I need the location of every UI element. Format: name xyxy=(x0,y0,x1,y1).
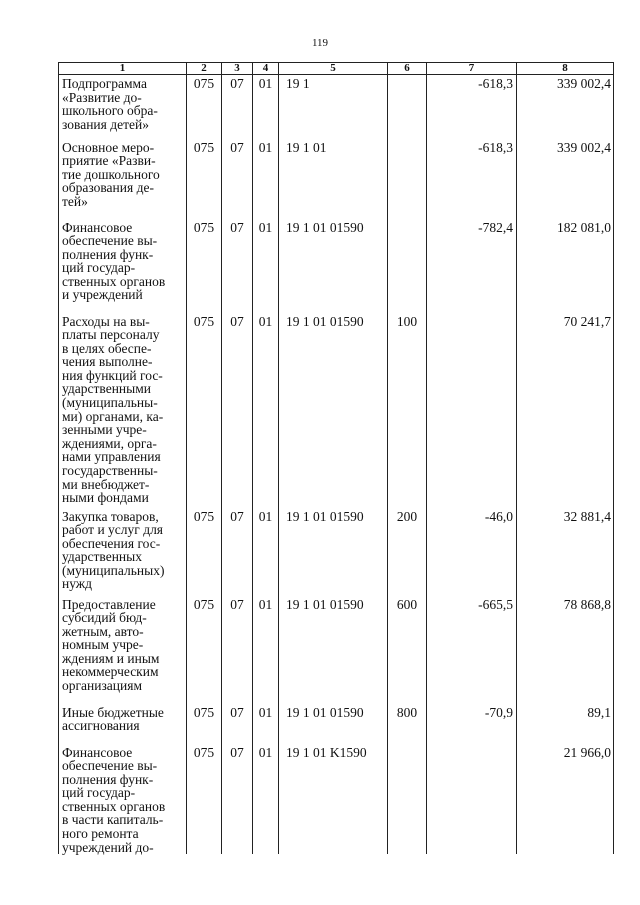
change-amount-cell: -46,0 xyxy=(427,508,517,596)
row-name-line: ждениями, орга- xyxy=(62,435,157,451)
row-name-cell xyxy=(59,75,187,139)
row-name-line: в части капиталь- xyxy=(62,812,164,828)
ministry-code-cell: 075 xyxy=(187,75,222,139)
ministry-code-cell: 075 xyxy=(187,704,222,744)
row-name-line: нужд xyxy=(62,576,92,592)
target-article-cell: 19 1 01 K1590 xyxy=(279,744,388,855)
row-name-line: тей» xyxy=(62,193,88,209)
ministry-code-cell: 075 xyxy=(187,508,222,596)
table-row xyxy=(59,313,614,508)
total-amount-cell: 32 881,4 xyxy=(517,508,614,596)
change-amount-cell: -665,5 xyxy=(427,596,517,704)
table-row xyxy=(59,508,614,596)
ministry-code-cell: 075 xyxy=(187,219,222,313)
subsection-cell: 01 xyxy=(253,704,279,744)
row-name-line: Предоставление xyxy=(62,596,156,612)
expense-type-cell xyxy=(388,219,427,313)
column-header: 8 xyxy=(517,63,614,75)
row-name-line: зенными учре- xyxy=(62,422,147,438)
expense-type-cell xyxy=(388,75,427,139)
row-name-line: ственных органов xyxy=(62,273,166,289)
total-amount-cell: 70 241,7 xyxy=(517,313,614,508)
row-name-line: номным учре- xyxy=(62,637,144,653)
subsection-cell: 01 xyxy=(253,313,279,508)
row-name-line: ударственными xyxy=(62,381,151,397)
row-name-line: ственных органов xyxy=(62,798,166,814)
section-cell: 07 xyxy=(222,508,253,596)
row-name-cell xyxy=(59,313,187,508)
total-amount-cell: 339 002,4 xyxy=(517,139,614,219)
target-article-cell: 19 1 01 01590 xyxy=(279,704,388,744)
table-row xyxy=(59,75,614,139)
row-name-line: и учреждений xyxy=(62,287,143,303)
section-cell: 07 xyxy=(222,75,253,139)
ministry-code-cell: 075 xyxy=(187,744,222,855)
column-header: 4 xyxy=(253,63,279,75)
row-name-line: Основное меро- xyxy=(62,139,155,155)
section-cell: 07 xyxy=(222,139,253,219)
row-name-line: тие дошкольного xyxy=(62,166,160,182)
row-name-line: организациям xyxy=(62,678,143,694)
expense-type-cell: 200 xyxy=(388,508,427,596)
row-name-line: ций государ- xyxy=(62,785,136,801)
row-name-line: полнения функ- xyxy=(62,246,154,262)
total-amount-cell: 182 081,0 xyxy=(517,219,614,313)
row-name-line: Расходы на вы- xyxy=(62,313,150,329)
change-amount-cell: -618,3 xyxy=(427,139,517,219)
row-name-line: жетным, авто- xyxy=(62,623,144,639)
section-cell: 07 xyxy=(222,596,253,704)
row-name-line: (муниципальны- xyxy=(62,395,158,411)
target-article-cell: 19 1 xyxy=(279,75,388,139)
row-name-line: обеспечение вы- xyxy=(62,758,158,774)
row-name-line: работ и услуг для xyxy=(62,522,164,538)
row-name-line: платы персоналу xyxy=(62,327,160,343)
column-header: 5 xyxy=(279,63,388,75)
column-header: 6 xyxy=(388,63,427,75)
subsection-cell: 01 xyxy=(253,508,279,596)
subsection-cell: 01 xyxy=(253,219,279,313)
row-name-line: государственны- xyxy=(62,463,158,479)
row-name-line: ного ремонта xyxy=(62,826,139,842)
total-amount-cell: 89,1 xyxy=(517,704,614,744)
row-name-line: ными фондами xyxy=(62,490,149,506)
row-name-line: ждениям и иным xyxy=(62,650,160,666)
row-name-line: Финансовое xyxy=(62,744,133,760)
row-name-line: чения выполне- xyxy=(62,354,153,370)
target-article-cell: 19 1 01 xyxy=(279,139,388,219)
expense-type-cell xyxy=(388,744,427,855)
target-article-cell: 19 1 01 01590 xyxy=(279,596,388,704)
column-header: 2 xyxy=(187,63,222,75)
row-name-line: Закупка товаров, xyxy=(62,508,159,524)
table-row xyxy=(59,744,614,855)
total-amount-cell: 339 002,4 xyxy=(517,75,614,139)
section-cell: 07 xyxy=(222,704,253,744)
table-row xyxy=(59,596,614,704)
ministry-code-cell: 075 xyxy=(187,596,222,704)
row-name-line: «Развитие до- xyxy=(62,89,142,105)
budget-table xyxy=(58,62,614,854)
row-name-line: Подпрограмма xyxy=(62,76,147,91)
table-row xyxy=(59,139,614,219)
expense-type-cell: 800 xyxy=(388,704,427,744)
table-row xyxy=(59,704,614,744)
row-name-line: обеспечения гос- xyxy=(62,535,161,551)
subsection-cell: 01 xyxy=(253,596,279,704)
section-cell: 07 xyxy=(222,219,253,313)
section-cell: 07 xyxy=(222,744,253,855)
row-name-line: зования детей» xyxy=(62,116,149,132)
row-name-line: (муниципальных) xyxy=(62,562,165,578)
change-amount-cell xyxy=(427,744,517,855)
column-header: 3 xyxy=(222,63,253,75)
target-article-cell: 19 1 01 01590 xyxy=(279,508,388,596)
row-name-line: полнения функ- xyxy=(62,771,154,787)
row-name-line: Иные бюджетные xyxy=(62,704,164,720)
column-header: 7 xyxy=(427,63,517,75)
expense-type-cell xyxy=(388,139,427,219)
row-name-line: ций государ- xyxy=(62,260,136,276)
ministry-code-cell: 075 xyxy=(187,313,222,508)
row-name-cell xyxy=(59,744,187,855)
row-name-line: ассигнования xyxy=(62,718,140,734)
row-name-line: Финансовое xyxy=(62,219,133,235)
row-name-line: школьного обра- xyxy=(62,103,158,119)
column-header: 1 xyxy=(59,63,187,75)
table-row xyxy=(59,219,614,313)
ministry-code-cell: 075 xyxy=(187,139,222,219)
target-article-cell: 19 1 01 01590 xyxy=(279,219,388,313)
subsection-cell: 01 xyxy=(253,139,279,219)
row-name-line: субсидий бюд- xyxy=(62,610,147,626)
row-name-line: ми) органами, ка- xyxy=(62,408,164,424)
row-name-line: ния функций гос- xyxy=(62,367,163,383)
row-name-line: нами управления xyxy=(62,449,161,465)
column-number-row xyxy=(59,63,614,75)
subsection-cell: 01 xyxy=(253,75,279,139)
row-name-cell xyxy=(59,139,187,219)
row-name-line: приятие «Разви- xyxy=(62,153,156,169)
row-name-line: в целях обеспе- xyxy=(62,340,152,356)
page-number: 119 xyxy=(311,37,329,49)
total-amount-cell: 78 868,8 xyxy=(517,596,614,704)
change-amount-cell: -782,4 xyxy=(427,219,517,313)
change-amount-cell: -70,9 xyxy=(427,704,517,744)
section-cell: 07 xyxy=(222,313,253,508)
row-name-line: некоммерческим xyxy=(62,664,159,680)
row-name-line: ударственных xyxy=(62,549,142,565)
target-article-cell: 19 1 01 01590 xyxy=(279,313,388,508)
row-name-cell xyxy=(59,219,187,313)
row-name-line: обеспечение вы- xyxy=(62,233,158,249)
expense-type-cell: 100 xyxy=(388,313,427,508)
row-name-line: учреждений до- xyxy=(62,839,154,855)
subsection-cell: 01 xyxy=(253,744,279,855)
change-amount-cell: -618,3 xyxy=(427,75,517,139)
row-name-cell xyxy=(59,508,187,596)
row-name-line: образования де- xyxy=(62,180,154,196)
row-name-line: ми внебюджет- xyxy=(62,476,150,492)
change-amount-cell xyxy=(427,313,517,508)
row-name-cell xyxy=(59,596,187,704)
total-amount-cell: 21 966,0 xyxy=(517,744,614,855)
row-name-cell xyxy=(59,704,187,744)
expense-type-cell: 600 xyxy=(388,596,427,704)
